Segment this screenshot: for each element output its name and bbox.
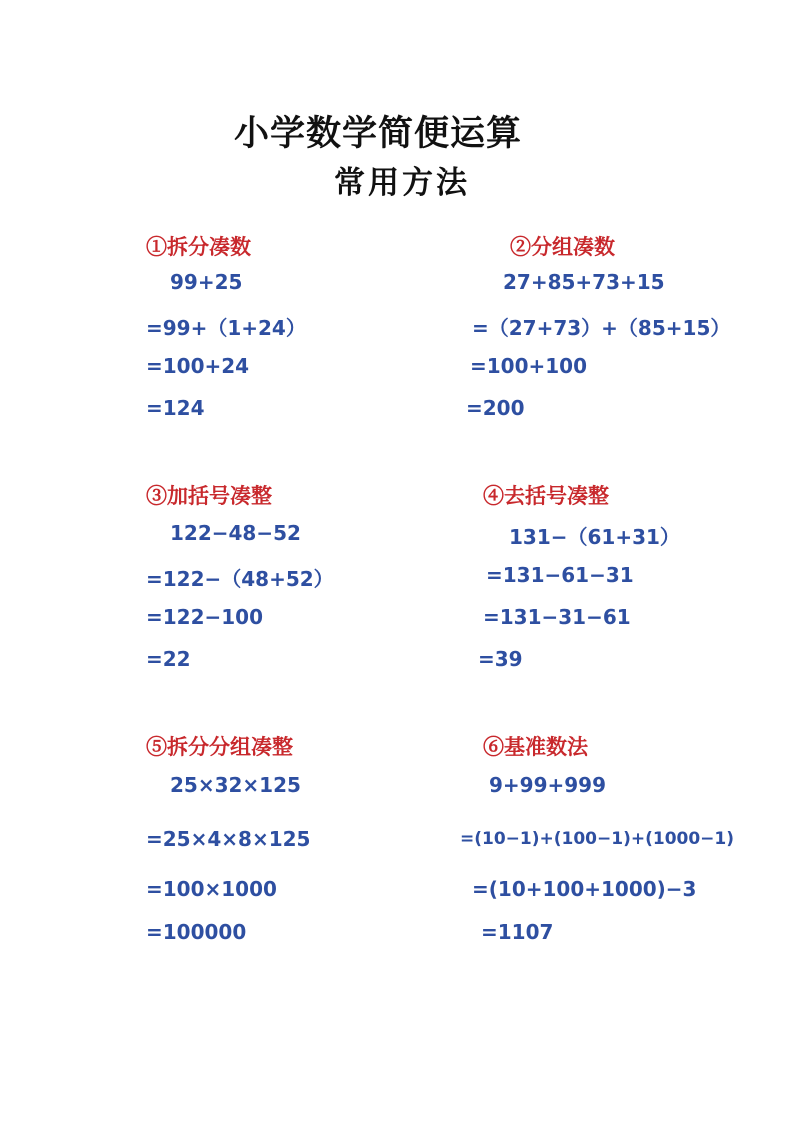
section-title: ④去括号凑整 (483, 483, 609, 508)
result: =22 (146, 647, 191, 671)
result: =124 (146, 396, 205, 420)
section-title: ②分组凑数 (510, 234, 615, 259)
step: =(10+100+1000)−3 (472, 877, 697, 901)
step: =99+（1+24） (146, 316, 306, 340)
expression: 99+25 (170, 270, 243, 294)
section-title: ⑤拆分分组凑整 (146, 734, 293, 759)
page-title: 小学数学简便运算 (234, 113, 523, 154)
expression: 27+85+73+15 (503, 270, 665, 294)
result: =200 (466, 396, 525, 420)
result: =100000 (146, 920, 247, 944)
step: =100+24 (146, 354, 250, 378)
expression: 25×32×125 (170, 773, 301, 797)
expression: 122−48−52 (170, 521, 301, 545)
step: =122−（48+52） (146, 567, 334, 591)
section-title: ⑥基准数法 (483, 734, 588, 759)
result: =39 (478, 647, 523, 671)
expression: 9+99+999 (489, 773, 607, 797)
section-title: ①拆分凑数 (146, 234, 251, 259)
step: =25×4×8×125 (146, 827, 311, 851)
page-subtitle: 常用方法 (334, 165, 470, 201)
step: =122−100 (146, 605, 264, 629)
step: =131−61−31 (486, 563, 634, 587)
step: =100+100 (470, 354, 588, 378)
step: =131−31−61 (483, 605, 631, 629)
section-title: ③加括号凑整 (146, 483, 272, 508)
step: =（27+73）+（85+15） (472, 316, 731, 340)
result: =1107 (481, 920, 554, 944)
expression: 131−（61+31） (509, 525, 680, 549)
step: =100×1000 (146, 877, 277, 901)
step: =(10−1)+(100−1)+(1000−1) (460, 829, 735, 849)
